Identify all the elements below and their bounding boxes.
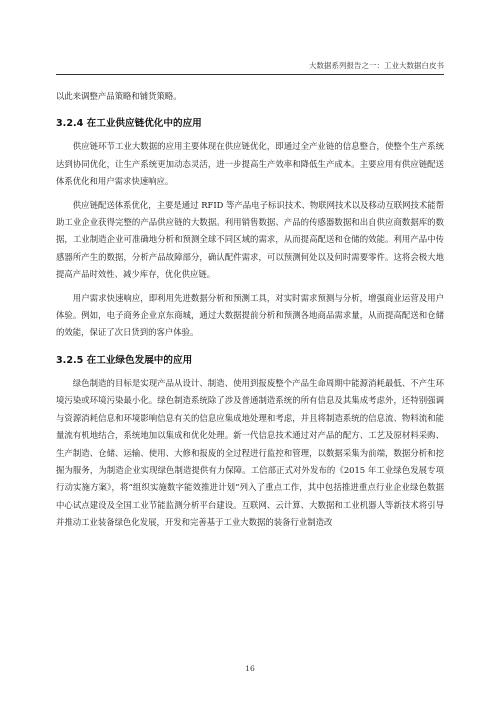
intro-fragment: 以此来调整产品策略和铺货策略。 <box>56 91 182 101</box>
running-header <box>56 60 444 75</box>
section-heading-3-2-4: 3.2.4 在工业供应链优化中的应用 <box>56 118 202 130</box>
section-heading-3-2-5: 3.2.5 在工业绿色发展中的应用 <box>56 354 193 366</box>
running-title: 大数据系列报告之一：工业大数据白皮书 <box>309 61 444 70</box>
paragraph: 用户需求快速响应，即利用先进数据分析和预测工具，对实时需求预测与分析，增强商业运营及用户体验。例如，电子商务企业京东商城，通过大数据提前分析和预测各地商品需求量，从而提高配送和仓储的效能，保证了次日货到的客户体验。 <box>56 292 444 338</box>
paragraph: 绿色制造的目标是实现产品从设计、制造、使用到报废整个产品生命周期中能源消耗最低、不产生环境污染或环境污染最小化。绿色制造系统除了涉及普通制造系统的所有信息及其集成考虑外，还特别强调与资源消耗信息和环境影响信息有关的信息应集成地处理和考虑，并且将制造系统的信息流、物料流和能量流有机地结合，系统地加以集成和优化处理。新一代信息技术通过对产品的配方、工艺及原材料采购、生产制造、仓储、运输、使用、大修和报废的全过程进行监控和管理，以数据采集为前端，数据分析和挖掘为服务，为制造企业实现绿色制造提供有力保障。工信部正式对外发布的《2015 年工业绿色发展专项行动实施方案》，将“组织实施数字能效推进计划”列入了重点工作，其中包括推进重点行业企业绿色数据中心试点建设及全国工业节能监测分析平台建设。互联网、云计算、大数据和工业机器人等新技术将引导并推动工业装备绿色化发展，开发和完善基于工业大数据的装备行业制造改 <box>56 377 444 528</box>
page-content <box>56 88 444 538</box>
paragraph: 供应链环节工业大数据的应用主要体现在供应链优化，即通过全产业链的信息整合，使整个生产系统达到协同优化，让生产系统更加动态灵活，进一步提高生产效率和降低生产成本。主要应用有供应链配送体系优化和用户需求快速响应。 <box>56 141 444 187</box>
page-number: 16 <box>245 664 255 673</box>
paragraph: 供应链配送体系优化，主要是通过 RFID 等产品电子标识技术、物联网技术以及移动互联网技术能帮助工业企业获得完整的产品供应链的大数据。利用销售数据、产品的传感器数据和出自供应商数据库的数据，工业制造企业可准确地分析和预测全球不同区域的需求，从而提高配送和仓储的效能。利用产品中传感器所产生的数据，分析产品故障部分，确认配件需求，可以预测何处以及何时需要零件。这将会极大地提高产品时效性、减少库存，优化供应链。 <box>56 199 444 280</box>
